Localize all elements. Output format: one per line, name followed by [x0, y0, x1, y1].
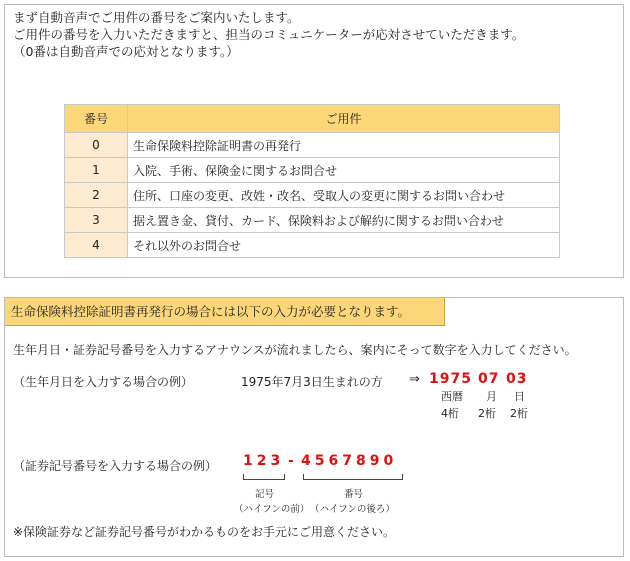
year-value: 1975 [429, 371, 472, 387]
row-text: 据え置き金、貸付、カード、保険料および解約に関するお問い合わせ [128, 208, 560, 233]
table-row [65, 133, 560, 158]
month-digits: 2桁 [478, 407, 496, 420]
arrow-icon: ⇒ [409, 372, 420, 387]
year-label: 西暦 [441, 390, 463, 403]
number-sub: （ハイフンの後ろ） [310, 504, 395, 515]
table-row [65, 158, 560, 183]
table-row [65, 183, 560, 208]
table-row [65, 208, 560, 233]
symbol-bracket [243, 474, 285, 480]
menu-table [64, 104, 560, 258]
table-header-row [65, 105, 560, 133]
table-row [65, 233, 560, 258]
policy-symbol-value: 123 [243, 453, 285, 469]
birth-example-label: （生年月日を入力する場合の例） [13, 375, 194, 389]
day-digits: 2桁 [510, 407, 528, 420]
reissue-input-panel [4, 297, 624, 557]
input-instruction: 生年月日・証券記号番号を入力するアナウンスが流れましたら、案内にそって数字を入力してください。 [13, 343, 577, 357]
day-value: 03 [506, 371, 528, 387]
intro-line-2: ご用件の番号を入力いただきますと、担当のコミュニケーターが応対させていただきます。 [13, 27, 525, 42]
note-text: ※保険証券など証券記号番号がわかるものをお手元にご用意ください。 [13, 525, 396, 539]
menu-guide-panel [4, 4, 624, 278]
row-num: 2 [65, 183, 128, 208]
row-text: 生命保険料控除証明書の再発行 [128, 133, 560, 158]
row-text: 入院、手術、保険金に関するお問合せ [128, 158, 560, 183]
year-digits: 4桁 [441, 407, 459, 420]
number-caption: 番号 [344, 489, 364, 500]
policy-number-value: 4567890 [301, 453, 398, 469]
row-num: 3 [65, 208, 128, 233]
birth-example-text: 1975年7月3日生まれの方 [241, 375, 383, 389]
header-num: 番号 [65, 105, 128, 133]
intro-line-1: まず自動音声でご用件の番号をご案内いたします。 [13, 10, 300, 25]
month-label: 月 [486, 390, 497, 403]
row-num: 0 [65, 133, 128, 158]
symbol-sub: （ハイフンの前） [234, 504, 310, 515]
row-num: 4 [65, 233, 128, 258]
month-value: 07 [478, 371, 500, 387]
header-item: ご用件 [128, 105, 560, 133]
intro-text [13, 9, 524, 60]
row-text: それ以外のお問合せ [128, 233, 560, 258]
policy-example-label: （証券記号番号を入力する場合の例） [13, 459, 218, 473]
intro-line-3: （0番は自動音声での応対となります。） [13, 44, 239, 59]
row-text: 住所、口座の変更、改姓・改名、受取人の変更に関するお問い合わせ [128, 183, 560, 208]
policy-dash: - [288, 453, 295, 469]
reissue-banner: 生命保険料控除証明書再発行の場合には以下の入力が必要となります。 [5, 298, 445, 326]
symbol-caption: 記号 [255, 489, 275, 500]
day-label: 日 [514, 390, 525, 403]
number-bracket [303, 474, 403, 480]
row-num: 1 [65, 158, 128, 183]
